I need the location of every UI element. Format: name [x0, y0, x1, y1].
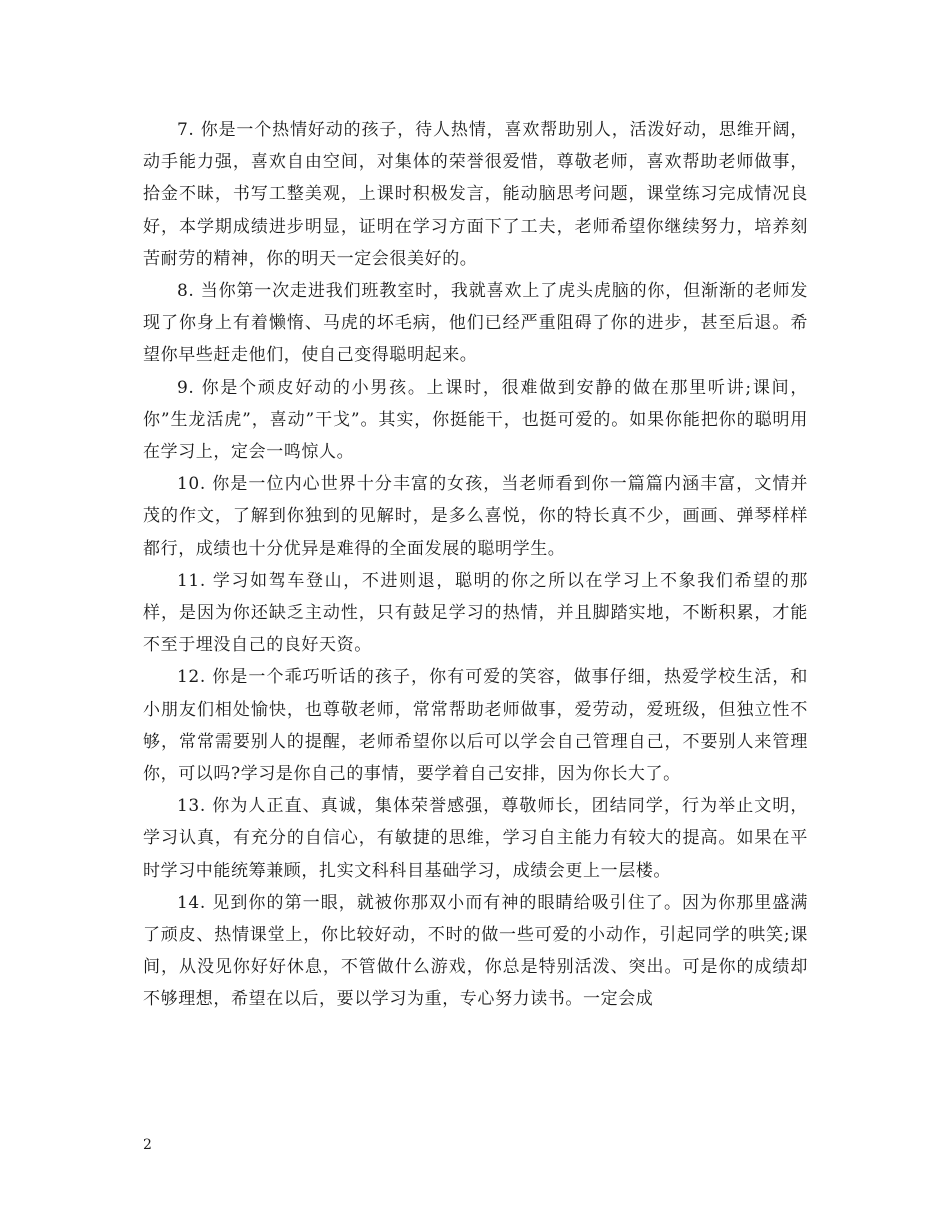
page-number: 2: [143, 1137, 152, 1153]
paragraph-7: 7. 你是一个热情好动的孩子，待人热情，喜欢帮助别人，活泼好动，思维开阔，动手能力强，喜欢自由空间，对集体的荣誉很爱惜，尊敬老师，喜欢帮助老师做事，拾金不昧，书写工整美观，上课时积极发言，能动脑思考问题，课堂练习完成情况良好，本学期成绩进步明显，证明在学习方面下了工夫，老师希望你继续努力，培养刻苦耐劳的精神，你的明天一定会很美好的。: [143, 120, 808, 269]
paragraph-8: 8. 当你第一次走进我们班教室时，我就喜欢上了虎头虎脑的你，但渐渐的老师发现了你身上有着懒惰、马虎的坏毛病，他们已经严重阻碍了你的进步，甚至后退。希望你早些赶走他们，使自己变得聪明起来。: [143, 281, 808, 366]
paragraph-14: 14. 见到你的第一眼，就被你那双小而有神的眼睛给吸引住了。因为你那里盛满了顽皮、热情课堂上，你比较好动，不时的做一些可爱的小动作，引起同学的哄笑;课间，从没见你好好休息，不管做什么游戏，你总是特别活泼、突出。可是你的成绩却不够理想，希望在以后，要以学习为重，专心努力读书。一定会成: [143, 892, 808, 1010]
paragraph-11: 11. 学习如驾车登山，不进则退，聪明的你之所以在学习上不象我们希望的那样，是因为你还缺乏主动性，只有鼓足学习的热情，并且脚踏实地，不断积累，才能不至于埋没自己的良好天资。: [143, 570, 808, 656]
paragraph-10: 10. 你是一位内心世界十分丰富的女孩，当老师看到你一篇篇内涵丰富，文情并茂的作文，了解到你独到的见解时，是多么喜悦，你的特长真不少，画画、弹琴样样都行，成绩也十分优异是难得的全面发展的聪明学生。: [143, 474, 808, 559]
paragraph-13: 13. 你为人正直、真诚，集体荣誉感强，尊敬师长，团结同学，行为举止文明，学习认真，有充分的自信心，有敏捷的思维，学习自主能力有较大的提高。如果在平时学习中能统筹兼顾，扎实文科科目基础学习，成绩会更上一层楼。: [143, 796, 808, 881]
paragraph-9: 9. 你是个顽皮好动的小男孩。上课时，很难做到安静的做在那里听讲;课间，你”生龙活虎”，喜动”干戈”。其实，你挺能干，也挺可爱的。如果你能把你的聪明用在学习上，定会一鸣惊人。: [143, 377, 808, 463]
paragraph-12: 12. 你是一个乖巧听话的孩子，你有可爱的笑容，做事仔细，热爱学校生活，和小朋友们相处愉快，也尊敬老师，常常帮助老师做事，爱劳动，爱班级，但独立性不够，常常需要别人的提醒，老师希望你以后可以学会自己管理自己，不要别人来管理你，可以吗?学习是你自己的事情，要学着自己安排，因为你长大了。: [143, 667, 808, 785]
document-body: [143, 114, 808, 1016]
